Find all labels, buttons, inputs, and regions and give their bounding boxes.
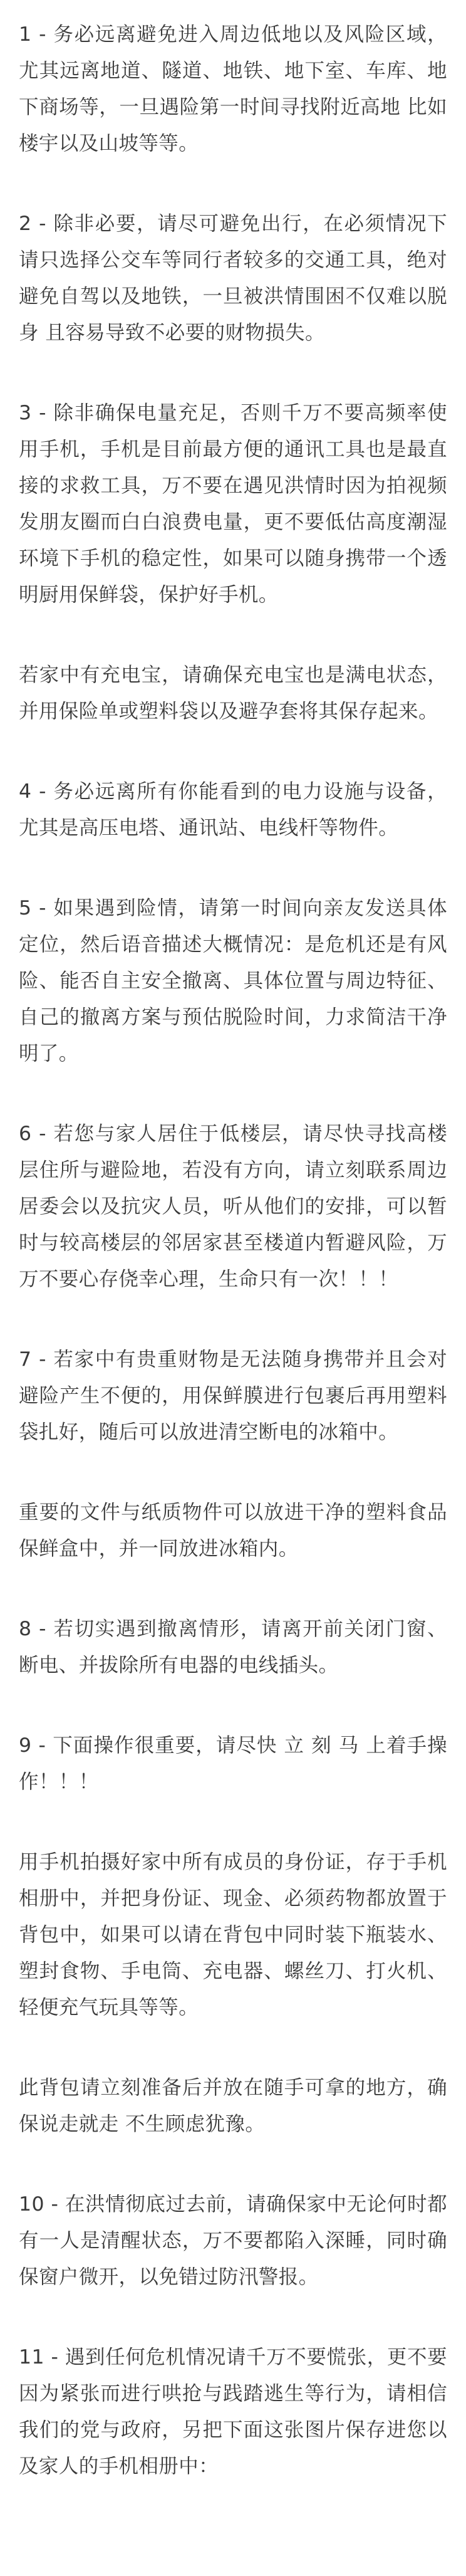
paragraph: 若家中有充电宝，请确保充电宝也是满电状态，并用保险单或塑料袋以及避孕套将其保存起来。 — [19, 664, 447, 723]
paragraph: 4 - 务必远离所有你能看到的电力设施与设备，尤其是高压电塔、通讯站、电线杆等物件。 — [19, 780, 447, 839]
paragraph: 重要的文件与纸质物件可以放进干净的塑料食品保鲜盒中，并一同放进冰箱内。 — [19, 1501, 447, 1560]
paragraph: 3 - 除非确保电量充足，否则千万不要高频率使用手机，手机是目前最方便的通讯工具也是最直接的求救工具，万不要在遇见洪情时因为拍视频发朋友圈而白白浪费电量，更不要低估高度潮湿环境下手机的稳定性，如果可以随身携带一个透明厨用保鲜袋，保护好手机。 — [19, 402, 447, 606]
paragraph: 用手机拍摄好家中所有成员的身份证，存于手机相册中，并把身份证、现金、必须药物都放置于背包中，如果可以请在背包中同时装下瓶装水、塑封食物、手电筒、充电器、螺丝刀、打火机、轻便充气玩具等等。 — [19, 1851, 447, 2019]
paragraph: 5 - 如果遇到险情，请第一时间向亲友发送具体定位，然后语音描述大概情况：是危机还是有风险、能否自主安全撤离、具体位置与周边特征、自己的撤离方案与预估脱险时间，力求简洁干净明了。 — [19, 897, 447, 1065]
paragraph: 2 - 除非必要，请尽可避免出行，在必须情况下请只选择公交车等同行者较多的交通工具，绝对避免自驾以及地铁，一旦被洪情围困不仅难以脱身 且容易导致不必要的财物损失。 — [19, 212, 447, 344]
paragraph: 11 - 遇到任何危机情况请千万不要慌张，更不要因为紧张而进行哄抢与践踏逃生等行为，请相信我们的党与政府，另把下面这张图片保存进您以及家人的手机相册中： — [19, 2346, 447, 2478]
paragraph: 6 - 若您与家人居住于低楼层，请尽快寻找高楼层住所与避险地，若没有方向，请立刻联系周边居委会以及抗灾人员，听从他们的安排，可以暂时与较高楼层的邻居家甚至楼道内暂避风险，万万不要心存侥幸心理，生命只有一次！！！ — [19, 1123, 447, 1291]
paragraph: 1 - 务必远离避免进入周边低地以及风险区域，尤其远离地道、隧道、地铁、地下室、车库、地下商场等，一旦遇险第一时间寻找附近高地 比如楼宇以及山坡等等。 — [19, 23, 447, 155]
paragraph: 8 - 若切实遇到撤离情形，请离开前关闭门窗、断电、并拔除所有电器的电线插头。 — [19, 1618, 447, 1677]
paragraph: 此背包请立刻准备后并放在随手可拿的地方，确保说走就走 不生顾虑犹豫。 — [19, 2076, 447, 2135]
paragraph: 7 - 若家中有贵重财物是无法随身携带并且会对避险产生不便的，用保鲜膜进行包裹后再用塑料袋扎好，随后可以放进清空断电的冰箱中。 — [19, 1348, 447, 1443]
paragraph: 9 - 下面操作很重要，请尽快 立 刻 马 上着手操作！！！ — [19, 1734, 447, 1793]
paragraph: 10 - 在洪情彻底过去前，请确保家中无论何时都有一人是清醒状态，万不要都陷入深睡，同时确保窗户微开，以免错过防汛警报。 — [19, 2193, 447, 2288]
